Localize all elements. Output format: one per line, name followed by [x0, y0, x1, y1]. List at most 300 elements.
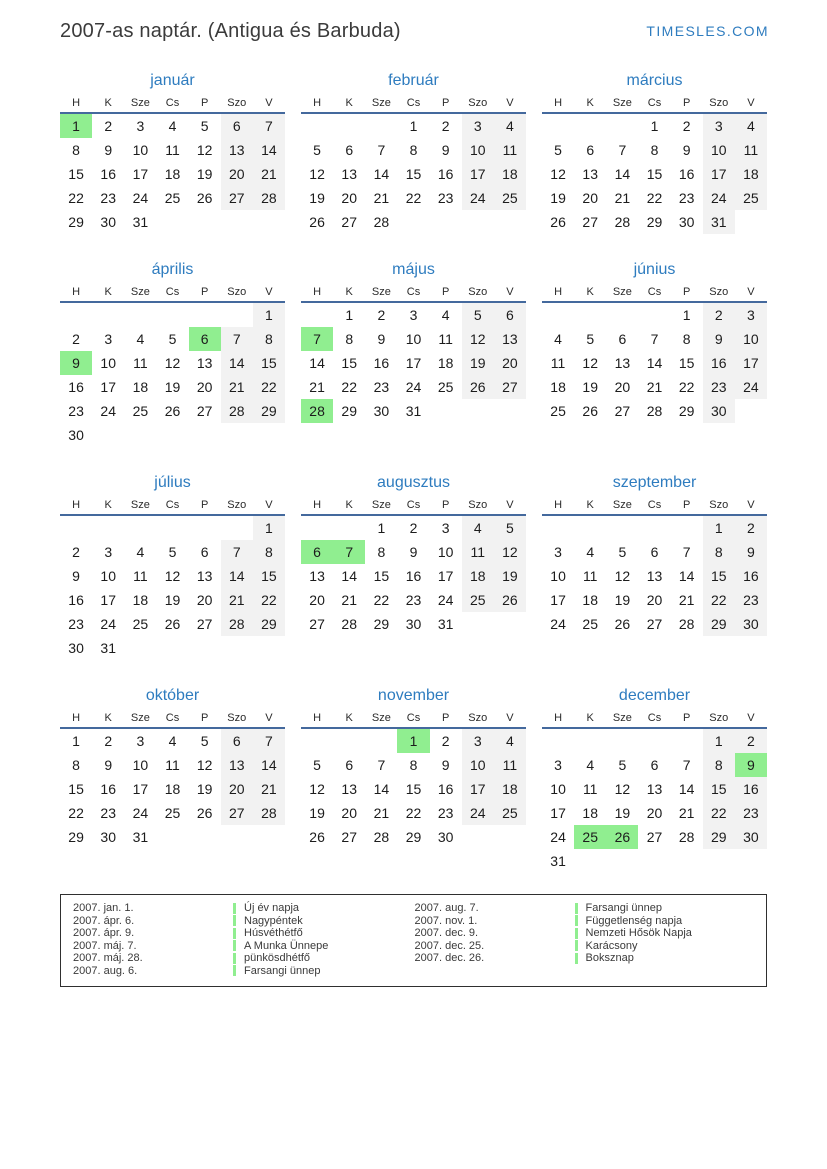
- day-cell: 23: [735, 801, 767, 825]
- empty-cell: [671, 516, 703, 540]
- day-cell: 16: [735, 564, 767, 588]
- day-cell: 14: [678, 568, 695, 584]
- holiday-day-cell: 1: [60, 114, 92, 138]
- day-cell: 3: [703, 114, 735, 138]
- legend-row: [415, 952, 757, 965]
- legend-date: 2007. ápr. 9.: [73, 927, 135, 939]
- weekday-header-row: [301, 283, 526, 303]
- day-cell: 8: [409, 142, 418, 158]
- day-cell: 29: [703, 825, 735, 849]
- weekday-header-v: V: [506, 712, 514, 724]
- day-cell: 12: [582, 355, 598, 371]
- day-cell: 30: [437, 829, 454, 845]
- day-cell: 14: [221, 351, 253, 375]
- day-cell: 15: [678, 355, 695, 371]
- day-cell: 14: [221, 564, 253, 588]
- day-cell: 24: [100, 403, 116, 419]
- day-cell: 17: [735, 351, 767, 375]
- legend-holiday-name: Farsangi ünnep: [585, 902, 662, 914]
- weekday-header-szo: Szo: [468, 712, 488, 724]
- day-cell: 16: [678, 166, 695, 182]
- day-cell: 8: [703, 753, 735, 777]
- day-cell: 23: [678, 190, 695, 206]
- day-cell: 22: [253, 588, 285, 612]
- empty-cell: [124, 303, 156, 327]
- day-cell: 10: [405, 331, 422, 347]
- day-cell: 14: [253, 138, 285, 162]
- empty-cell: [735, 399, 767, 423]
- month-június: [542, 257, 767, 423]
- legend-holiday-name: pünkösdhétfő: [244, 952, 311, 964]
- day-cell: 11: [133, 568, 148, 584]
- legend-holiday-name: Húsvéthétfő: [244, 927, 303, 939]
- empty-cell: [494, 612, 526, 636]
- day-cell: 14: [309, 355, 325, 371]
- legend-row: [415, 902, 757, 915]
- month-title: december: [618, 687, 691, 704]
- day-cell: 21: [253, 162, 285, 186]
- weekday-header-v: V: [747, 286, 755, 298]
- day-cell: 3: [554, 544, 562, 560]
- day-cell: 22: [405, 805, 422, 821]
- holiday-marker-bar: [575, 928, 578, 939]
- day-cell: 31: [703, 210, 735, 234]
- month-days-grid: [301, 729, 526, 849]
- holiday-day-cell: 6: [189, 327, 221, 351]
- day-cell: 3: [462, 729, 494, 753]
- weekday-header-v: V: [506, 97, 514, 109]
- empty-cell: [462, 399, 494, 423]
- day-cell: 1: [253, 516, 285, 540]
- legend-holiday-name: Nemzeti Hősök Napja: [585, 927, 692, 939]
- day-cell: 4: [462, 516, 494, 540]
- day-cell: 13: [646, 568, 663, 584]
- day-cell: 19: [309, 805, 325, 821]
- day-cell: 24: [550, 616, 566, 632]
- weekday-header-cs: Cs: [647, 499, 662, 511]
- weekday-header-row: [542, 496, 767, 516]
- day-cell: 7: [377, 757, 386, 773]
- day-cell: 9: [735, 540, 767, 564]
- day-cell: 20: [221, 162, 253, 186]
- empty-cell: [221, 636, 253, 660]
- day-cell: 23: [100, 805, 116, 821]
- day-cell: 25: [550, 403, 566, 419]
- weekday-header-k: K: [345, 499, 353, 511]
- day-cell: 12: [196, 757, 213, 773]
- empty-cell: [462, 612, 494, 636]
- weekday-header-szo: Szo: [709, 286, 729, 298]
- weekday-header-v: V: [747, 712, 755, 724]
- empty-cell: [189, 516, 221, 540]
- empty-cell: [301, 516, 333, 540]
- empty-cell: [574, 849, 606, 873]
- month-days-grid: [60, 729, 285, 849]
- day-cell: 13: [309, 568, 325, 584]
- day-cell: 6: [200, 544, 209, 560]
- day-cell: 29: [68, 829, 84, 845]
- day-cell: 10: [703, 138, 735, 162]
- weekday-header-p: P: [200, 499, 209, 511]
- day-cell: 30: [100, 829, 116, 845]
- day-cell: 10: [100, 568, 116, 584]
- empty-cell: [735, 849, 767, 873]
- day-cell: 23: [735, 588, 767, 612]
- day-cell: 10: [550, 781, 566, 797]
- holiday-marker-bar: [233, 965, 236, 976]
- day-cell: 19: [196, 166, 213, 182]
- empty-cell: [606, 516, 638, 540]
- day-cell: 26: [494, 588, 526, 612]
- day-cell: 21: [678, 805, 695, 821]
- weekday-header-h: H: [554, 97, 563, 109]
- day-cell: 4: [494, 114, 526, 138]
- day-cell: 2: [735, 729, 767, 753]
- day-cell: 7: [253, 729, 285, 753]
- weekday-header-sze: Sze: [130, 499, 150, 511]
- holiday-day-cell: 9: [60, 351, 92, 375]
- weekday-header-k: K: [586, 97, 594, 109]
- day-cell: 28: [678, 616, 695, 632]
- weekday-header-k: K: [345, 286, 353, 298]
- weekday-header-v: V: [265, 712, 273, 724]
- day-cell: 14: [253, 753, 285, 777]
- day-cell: 20: [196, 592, 213, 608]
- weekday-header-row: [60, 709, 285, 729]
- holiday-day-cell: 28: [301, 399, 333, 423]
- month-október: [60, 683, 285, 849]
- legend-column-2: [415, 902, 757, 977]
- day-cell: 24: [462, 801, 494, 825]
- weekday-header-cs: Cs: [406, 499, 421, 511]
- month-szeptember: [542, 470, 767, 636]
- legend-holiday-name: Karácsony: [585, 939, 638, 952]
- day-cell: 11: [735, 138, 767, 162]
- weekday-header-p: P: [682, 286, 691, 298]
- day-cell: 30: [405, 616, 422, 632]
- day-cell: 3: [409, 307, 418, 323]
- empty-cell: [189, 825, 221, 849]
- weekday-header-sze: Sze: [612, 286, 632, 298]
- day-cell: 27: [221, 186, 253, 210]
- month-days-grid: [301, 114, 526, 234]
- empty-cell: [221, 825, 253, 849]
- legend-holiday-name: Boksznap: [585, 952, 634, 964]
- day-cell: 22: [678, 379, 695, 395]
- empty-cell: [462, 210, 494, 234]
- day-cell: 10: [462, 138, 494, 162]
- holiday-day-cell: 25: [574, 825, 606, 849]
- day-cell: 10: [550, 568, 566, 584]
- day-cell: 30: [678, 214, 695, 230]
- day-cell: 29: [703, 612, 735, 636]
- day-cell: 18: [462, 564, 494, 588]
- day-cell: 4: [136, 544, 145, 560]
- holiday-day-cell: 6: [301, 540, 333, 564]
- day-cell: 6: [345, 142, 354, 158]
- empty-cell: [671, 849, 703, 873]
- day-cell: 1: [72, 733, 80, 749]
- weekday-header-k: K: [104, 286, 112, 298]
- day-cell: 30: [373, 403, 390, 419]
- day-cell: 15: [405, 166, 422, 182]
- holiday-marker-bar: [575, 940, 578, 951]
- month-március: [542, 68, 767, 234]
- day-cell: 24: [462, 186, 494, 210]
- weekday-header-h: H: [72, 286, 81, 298]
- day-cell: 20: [196, 379, 213, 395]
- day-cell: 7: [377, 142, 386, 158]
- day-cell: 30: [735, 612, 767, 636]
- month-november: [301, 683, 526, 849]
- weekday-header-h: H: [313, 97, 322, 109]
- legend-date: 2007. aug. 7.: [414, 902, 479, 914]
- empty-cell: [156, 303, 188, 327]
- day-cell: 31: [405, 403, 422, 419]
- day-cell: 27: [341, 214, 357, 230]
- legend-row: [415, 915, 757, 928]
- empty-cell: [365, 114, 397, 138]
- weekday-header-sze: Sze: [130, 97, 150, 109]
- day-cell: 18: [550, 379, 566, 395]
- legend-row: [73, 915, 415, 928]
- day-cell: 11: [582, 568, 598, 584]
- month-days-grid: [542, 729, 767, 873]
- day-cell: 9: [409, 544, 418, 560]
- day-cell: 10: [462, 753, 494, 777]
- empty-cell: [606, 114, 638, 138]
- empty-cell: [124, 516, 156, 540]
- day-cell: 15: [68, 781, 84, 797]
- day-cell: 27: [582, 214, 598, 230]
- day-cell: 31: [550, 853, 566, 869]
- weekday-header-v: V: [747, 97, 755, 109]
- day-cell: 22: [253, 375, 285, 399]
- weekday-header-h: H: [554, 286, 563, 298]
- weekday-header-h: H: [72, 499, 81, 511]
- day-cell: 9: [72, 568, 80, 584]
- day-cell: 31: [100, 640, 116, 656]
- weekday-header-h: H: [554, 712, 563, 724]
- day-cell: 27: [309, 616, 325, 632]
- day-cell: 7: [221, 327, 253, 351]
- day-cell: 22: [703, 801, 735, 825]
- day-cell: 21: [373, 805, 390, 821]
- legend-date: 2007. aug. 6.: [73, 964, 138, 977]
- day-cell: 15: [341, 355, 357, 371]
- day-cell: 12: [164, 355, 181, 371]
- day-cell: 9: [104, 757, 113, 773]
- day-cell: 28: [221, 612, 253, 636]
- empty-cell: [638, 849, 670, 873]
- day-cell: 16: [373, 355, 390, 371]
- day-cell: 15: [405, 781, 422, 797]
- day-cell: 25: [132, 403, 149, 419]
- day-cell: 14: [373, 781, 390, 797]
- legend-date: 2007. máj. 7.: [73, 939, 137, 952]
- day-cell: 4: [554, 331, 562, 347]
- day-cell: 18: [582, 805, 598, 821]
- weekday-header-k: K: [586, 712, 594, 724]
- day-cell: 5: [586, 331, 595, 347]
- weekday-header-p: P: [200, 97, 209, 109]
- months-grid: [60, 68, 767, 873]
- day-cell: 14: [614, 166, 631, 182]
- day-cell: 28: [341, 616, 357, 632]
- weekday-header-k: K: [104, 712, 112, 724]
- page-header: [60, 20, 769, 52]
- weekday-header-p: P: [682, 712, 691, 724]
- empty-cell: [156, 210, 188, 234]
- empty-cell: [574, 516, 606, 540]
- day-cell: 25: [494, 186, 526, 210]
- legend-row: [73, 902, 415, 915]
- day-cell: 17: [462, 162, 494, 186]
- day-cell: 4: [494, 729, 526, 753]
- day-cell: 10: [132, 757, 149, 773]
- day-cell: 22: [373, 592, 390, 608]
- weekday-header-k: K: [104, 499, 112, 511]
- empty-cell: [574, 303, 606, 327]
- weekday-header-cs: Cs: [406, 712, 421, 724]
- month-július: [60, 470, 285, 660]
- day-cell: 25: [462, 588, 494, 612]
- day-cell: 22: [703, 588, 735, 612]
- day-cell: 29: [341, 403, 357, 419]
- day-cell: 18: [132, 379, 149, 395]
- day-cell: 4: [586, 757, 595, 773]
- day-cell: 27: [341, 829, 357, 845]
- day-cell: 8: [682, 331, 691, 347]
- legend-row: [415, 927, 757, 940]
- weekday-header-p: P: [441, 712, 450, 724]
- weekday-header-row: [301, 709, 526, 729]
- day-cell: 27: [494, 375, 526, 399]
- empty-cell: [156, 423, 188, 447]
- day-cell: 24: [132, 805, 149, 821]
- day-cell: 18: [494, 162, 526, 186]
- day-cell: 26: [164, 616, 181, 632]
- day-cell: 1: [650, 118, 659, 134]
- day-cell: 17: [550, 592, 566, 608]
- month-days-grid: [60, 303, 285, 447]
- day-cell: 26: [309, 829, 325, 845]
- day-cell: 2: [377, 307, 386, 323]
- day-cell: 7: [650, 331, 659, 347]
- holiday-marker-bar: [233, 940, 236, 951]
- empty-cell: [494, 825, 526, 849]
- empty-cell: [253, 210, 285, 234]
- day-cell: 23: [373, 379, 390, 395]
- day-cell: 13: [196, 568, 213, 584]
- day-cell: 16: [68, 379, 84, 395]
- empty-cell: [574, 114, 606, 138]
- day-cell: 20: [582, 190, 598, 206]
- day-cell: 12: [196, 142, 213, 158]
- month-days-grid: [60, 516, 285, 660]
- empty-cell: [253, 825, 285, 849]
- month-augusztus: [301, 470, 526, 636]
- day-cell: 4: [136, 331, 145, 347]
- day-cell: 17: [405, 355, 422, 371]
- day-cell: 1: [703, 729, 735, 753]
- day-cell: 17: [703, 162, 735, 186]
- empty-cell: [333, 729, 365, 753]
- day-cell: 28: [678, 829, 695, 845]
- empty-cell: [60, 303, 92, 327]
- day-cell: 20: [614, 379, 631, 395]
- day-cell: 18: [164, 166, 181, 182]
- day-cell: 2: [72, 544, 80, 560]
- weekday-header-cs: Cs: [165, 286, 180, 298]
- day-cell: 4: [586, 544, 595, 560]
- weekday-header-k: K: [586, 499, 594, 511]
- day-cell: 10: [437, 544, 454, 560]
- day-cell: 2: [104, 733, 113, 749]
- empty-cell: [397, 210, 429, 234]
- day-cell: 28: [614, 214, 631, 230]
- weekday-header-cs: Cs: [647, 712, 662, 724]
- day-cell: 20: [221, 777, 253, 801]
- empty-cell: [221, 210, 253, 234]
- day-cell: 19: [309, 190, 325, 206]
- day-cell: 9: [104, 142, 113, 158]
- holiday-marker-bar: [575, 953, 578, 964]
- day-cell: 13: [221, 138, 253, 162]
- day-cell: 12: [614, 781, 631, 797]
- month-title: május: [392, 261, 435, 278]
- weekday-header-szo: Szo: [468, 286, 488, 298]
- day-cell: 8: [345, 331, 354, 347]
- day-cell: 7: [682, 757, 691, 773]
- empty-cell: [189, 423, 221, 447]
- legend-date: 2007. nov. 1.: [414, 914, 478, 927]
- day-cell: 5: [554, 142, 562, 158]
- day-cell: 1: [682, 307, 691, 323]
- day-cell: 11: [165, 757, 180, 773]
- month-december: [542, 683, 767, 873]
- empty-cell: [92, 516, 124, 540]
- day-cell: 16: [100, 781, 116, 797]
- day-cell: 8: [72, 142, 80, 158]
- day-cell: 26: [462, 375, 494, 399]
- day-cell: 8: [409, 757, 418, 773]
- day-cell: 20: [341, 805, 357, 821]
- day-cell: 23: [100, 190, 116, 206]
- weekday-header-h: H: [72, 97, 81, 109]
- day-cell: 24: [100, 616, 116, 632]
- weekday-header-h: H: [72, 712, 81, 724]
- day-cell: 15: [68, 166, 84, 182]
- month-title: április: [151, 261, 194, 278]
- legend-holiday-name: Nagypéntek: [244, 914, 303, 927]
- day-cell: 11: [582, 781, 598, 797]
- site-logo-link[interactable]: TIMESLES.COM: [646, 23, 769, 39]
- day-cell: 9: [682, 142, 691, 158]
- weekday-header-row: [542, 709, 767, 729]
- day-cell: 28: [373, 214, 390, 230]
- day-cell: 15: [373, 568, 390, 584]
- day-cell: 25: [132, 616, 149, 632]
- weekday-header-szo: Szo: [227, 286, 247, 298]
- month-days-grid: [542, 114, 767, 234]
- day-cell: 30: [68, 640, 84, 656]
- month-days-grid: [60, 114, 285, 234]
- weekday-header-p: P: [200, 712, 209, 724]
- empty-cell: [542, 516, 574, 540]
- day-cell: 29: [253, 612, 285, 636]
- day-cell: 5: [494, 516, 526, 540]
